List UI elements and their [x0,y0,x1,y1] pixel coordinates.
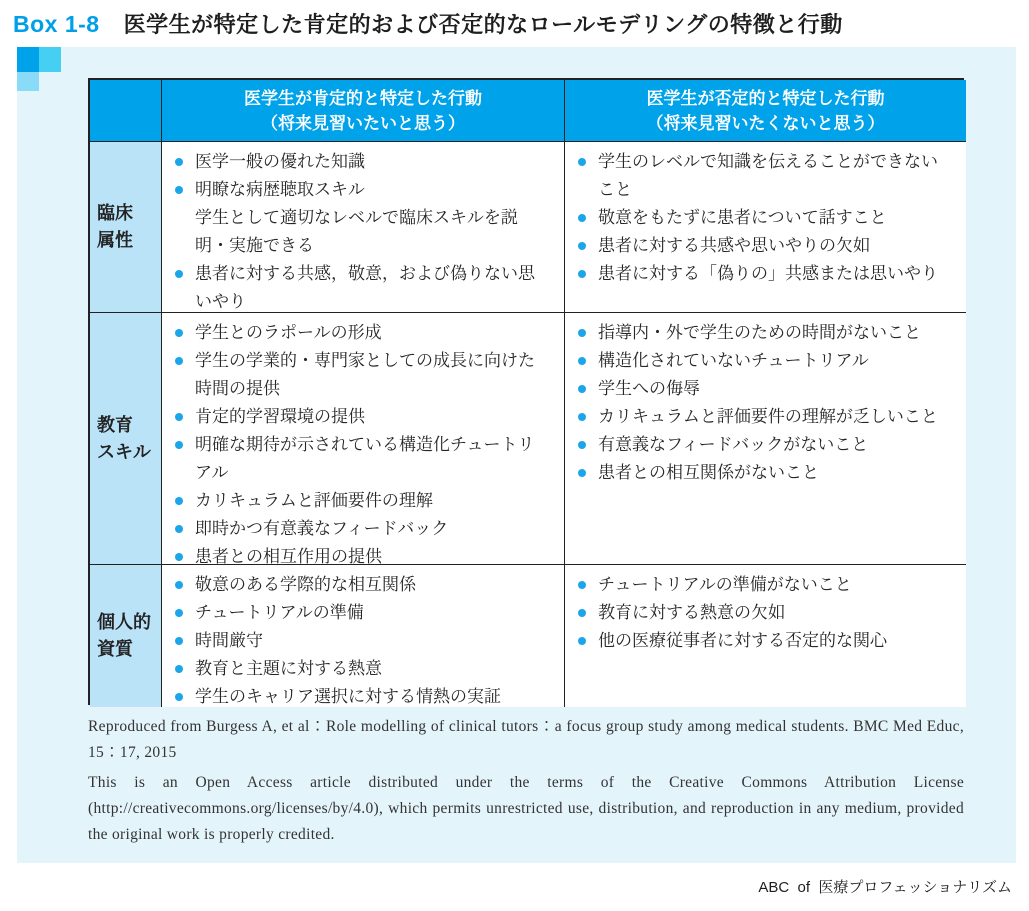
citation-text: Reproduced from Burgess A, et al：Role modelling of clinical tutors：a focus group study among medical students. BMC Med Educ, 15：17, 2015 [88,718,964,761]
row-label-personal-qualities [90,565,162,707]
bullet-item [565,347,948,375]
row-label-clinical-attributes [90,142,162,313]
bullet-item [162,347,546,403]
bullet-text: 患者との相互関係がないこと [598,463,819,482]
bullet-list [162,319,546,565]
header-negative-line1: 医学生が否定的と特定した行動 [646,88,885,108]
header-corner-cell [90,80,162,142]
bullet-text: 敬意をもたずに患者について話すこと [598,208,887,227]
bullet-item [565,599,948,627]
bullet-text: 学生とのラポールの形成 [195,323,382,342]
bullet-text: カリキュラムと評価要件の理解が乏しいこと [598,407,938,426]
bullet-dot-icon [175,637,183,645]
bullet-text: 指導内・外で学生のための時間がないこと [598,323,921,342]
bullet-text: 患者との相互作用の提供 [195,547,382,565]
bullet-text: 教育に対する熱意の欠如 [598,603,785,622]
row-label-line1: 臨床 [97,203,133,223]
bullet-item [162,599,546,627]
bullet-item [162,487,546,515]
role-modeling-table [88,78,964,705]
bullet-item [162,403,546,431]
cell-clinical-positive [162,142,565,313]
bullet-item [565,431,948,459]
bullet-list [565,148,948,288]
bullet-item [565,260,948,288]
bullet-text: チュートリアルの準備 [195,603,364,622]
bullet-item [565,148,948,204]
bullet-text: 敬意のある学際的な相互関係 [195,575,416,594]
bullet-dot-icon [578,270,586,278]
bullet-item [162,319,546,347]
bullet-item [565,232,948,260]
bullet-text: 学生への侮辱 [598,379,700,398]
row-label-teaching-skills [90,313,162,565]
bullet-text: 学生として適切なレベルで臨床スキルを説明・実施できる [195,208,518,255]
bullet-text: 学生の学業的・専門家としての成長に向けた時間の提供 [195,351,535,398]
bullet-item [162,515,546,543]
page-header [13,8,1013,39]
bullet-dot-icon [175,581,183,589]
bullet-item [162,627,546,655]
book-title: ABC of 医療プロフェッショナリズム [758,879,1012,896]
bullet-dot-icon [175,441,183,449]
bullet-dot-icon [578,357,586,365]
header-positive-column [162,80,565,142]
bullet-text: 明確な期待が示されている構造化チュートリアル [195,435,535,482]
bullet-dot-icon [175,609,183,617]
bullet-text: 教育と主題に対する熱意 [195,659,382,678]
bullet-item [162,204,546,260]
bullet-text: 明瞭な病歴聴取スキル [195,180,365,199]
bullet-text: 構造化されていないチュートリアル [598,351,869,370]
bullet-item [565,319,948,347]
cell-personal-negative [565,565,966,707]
bullet-list [162,148,546,313]
header-negative-line2: （将来見習いたくないと思う） [646,113,885,133]
decor-square-medium [39,47,61,72]
bullet-dot-icon [175,186,183,194]
bullet-text: 患者に対する共感や思いやりの欠如 [598,236,870,255]
row-label-line2: 属性 [97,230,133,250]
row-label-line1: 教育 [97,414,133,435]
cell-teaching-positive [162,313,565,565]
bullet-item [162,431,546,487]
header-positive-line1: 医学生が肯定的と特定した行動 [244,88,482,108]
bullet-dot-icon [175,413,183,421]
bullet-list [565,571,948,655]
bullet-dot-icon [578,469,586,477]
bullet-text: 有意義なフィードバックがないこと [598,435,869,454]
license-text: This is an Open Access article distributed under the terms of the Creative Commons Attribution License (http://creativecommons.org/licenses/by/4.0), which permits unrestricted use, distribution, and reproduction in any medium, provided the original work is properly credited. [88,774,964,843]
bullet-list [162,571,546,707]
box-number-label: Box 1-8 [13,11,100,37]
bullet-item [565,627,948,655]
bullet-item [565,571,948,599]
bullet-dot-icon [578,214,586,222]
bullet-item [162,148,546,176]
bullet-dot-icon [578,242,586,250]
bullet-dot-icon [578,158,586,166]
bullet-dot-icon [578,609,586,617]
bullet-dot-icon [578,441,586,449]
bullet-text: 学生のキャリア選択に対する情熱の実証 [195,687,501,706]
bullet-item [565,459,948,487]
bullet-item [162,655,546,683]
bullet-item [162,260,546,313]
bullet-item [565,403,948,431]
header-negative-column [565,80,966,142]
bullet-dot-icon [175,357,183,365]
decor-square-dark [17,47,39,72]
bullet-dot-icon [578,385,586,393]
bullet-dot-icon [578,637,586,645]
bullet-dot-icon [578,329,586,337]
cell-personal-positive [162,565,565,707]
bullet-text: カリキュラムと評価要件の理解 [195,491,433,510]
bullet-dot-icon [175,525,183,533]
bullet-item [565,375,948,403]
bullet-dot-icon [175,693,183,701]
row-label-line2: スキル [97,441,151,462]
bullet-text: 患者に対する共感，敬意，および偽りない思いやり [195,264,535,311]
bullet-dot-icon [175,270,183,278]
bullet-text: 他の医療従事者に対する否定的な関心 [598,631,887,650]
bullet-text: チュートリアルの準備がないこと [598,575,852,594]
cell-clinical-negative [565,142,966,313]
decor-square-light [17,72,39,91]
bullet-text: 医学一般の優れた知識 [195,152,365,171]
bullet-list [565,319,948,487]
bullet-dot-icon [175,497,183,505]
bullet-text: 即時かつ有意義なフィードバック [195,519,449,538]
row-label-line2: 資質 [97,639,133,659]
bullet-item [162,571,546,599]
row-label-line1: 個人的 [97,612,151,632]
bullet-item [565,204,948,232]
page-title: 医学生が特定した肯定的および否定的なロールモデリングの特徴と行動 [123,12,843,37]
bullet-dot-icon [578,413,586,421]
bullet-dot-icon [175,158,183,166]
bullet-text: 患者に対する「偽りの」共感または思いやり [598,264,938,283]
bullet-text: 肯定的学習環境の提供 [195,407,365,426]
bullet-item [162,176,546,204]
bullet-dot-icon [175,329,183,337]
bullet-dot-icon [175,665,183,673]
cell-teaching-negative [565,313,966,565]
bullet-dot-icon [175,553,183,561]
bullet-text: 時間厳守 [195,631,263,650]
bullet-item [162,683,546,707]
bullet-dot-icon [578,581,586,589]
bullet-item [162,543,546,565]
header-positive-line2: （将来見習いたいと思う） [261,113,465,133]
bullet-text: 学生のレベルで知識を伝えることができないこと [598,152,938,199]
